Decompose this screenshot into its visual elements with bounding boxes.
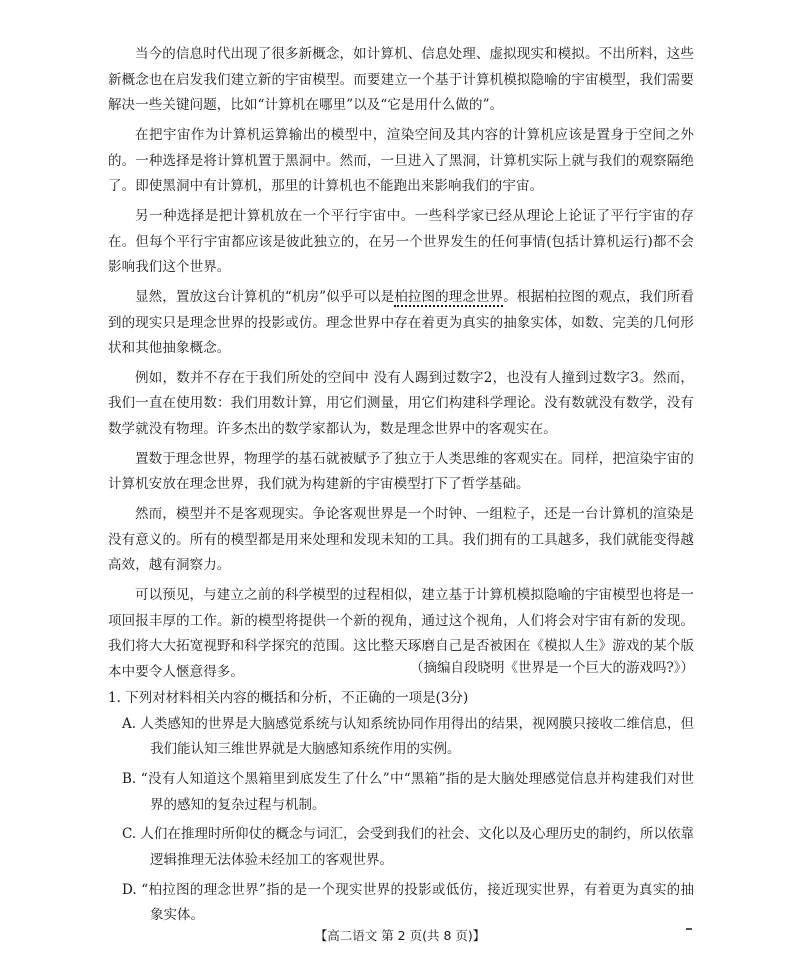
question-block — [108, 686, 694, 933]
passage-paragraph-1: 当今的信息时代出现了很多新概念，如计算机、信息处理、虚拟现实和模拟。不出所料，这些新概念也在启发我们建立新的宇宙模型。而要建立一个基于计算机模拟隐喻的宇宙模型，我们需要解决一些关键问题，比如“计算机在哪里”以及“它是用什么做的”。 — [108, 46, 694, 114]
passage-paragraph-5: 例如，数并不存在于我们所处的空间中 没有人踢到过数字2，也没有人撞到过数字3。然而，我们一直在使用数：我们用数计算，用它们测量，用它们构建科学理论。没有数就没有数学，没有数学就没有物理。许多杰出的数学家都认为，数是理念世界中的客观实在。 — [108, 369, 694, 438]
passage-source: （摘编自段晓明《世界是一个巨大的游戏吗?》） — [410, 660, 694, 676]
passage-paragraph-7: 然而，模型并不是客观现实。争论客观世界是一个时钟、一组粒子，还是一台计算机的渲染是没有意义的。所有的模型都是用来处理和发现未知的工具。我们拥有的工具越多，我们就能变得越高效，越有洞察力。 — [108, 506, 694, 574]
p4-text-before: 显然，置放这台计算机的“机房”似乎可以是 — [135, 288, 395, 305]
option-c: C. 人们在推理时所仰仗的概念与词汇，会受到我们的社会、文化以及心理历史的制约，所以依靠逻辑推理无法体验未经加工的客观世界。 — [122, 826, 694, 868]
option-b: B. “没有人知道这个黑箱里到底发生了什么”中“黑箱”指的是大脑处理感觉信息并构建我们对世界的感知的复杂过程与机制。 — [122, 770, 694, 813]
option-a: A. 人类感知的世界是大脑感觉系统与认知系统协同作用得出的结果，视网膜只接收二维信息，但我们能认知三维世界就是大脑感知系统作用的实例。 — [122, 715, 694, 758]
p4-text-after: 。根据柏拉图的观点，我们所看到的现实只是理念世界的投影或仿。理念世界中存在着更为真实的抽象实体，如数、完美的几何形状和其他抽象概念。 — [108, 288, 694, 357]
scan-mark — [686, 928, 692, 930]
passage-paragraph-2: 在把宇宙作为计算机运算输出的模型中，渲染空间及其内容的计算机应该是置身于空间之外的。一种选择是将计算机置于黑洞中。然而，一旦进入了黑洞，计算机实际上就与我们的观察隔绝了。即使黑洞中有计算机，那里的计算机也不能跑出来影响我们的宇宙。 — [108, 126, 694, 195]
passage-paragraph-8: 可以预见，与建立之前的科学模型的过程相似，建立基于计算机模拟隐喻的宇宙模型也将是一项回报丰厚的工作。新的模型将提供一个新的视角，通过这个视角，人们将会对宇宙有新的发现。我们将大大拓宽视野和科学探究的范围。这比整天琢磨自己是否被困在《模拟人生》游戏的某个版本中要令人愜意得多。 — [108, 587, 694, 680]
passage-paragraph-3: 另一种选择是把计算机放在一个平行宇宙中。一些科学家已经从理论上论证了平行宇宙的存在。但每个平行宇宙都应该是彼此独立的，在另一个世界发生的任何事情(包括计算机运行)都不会影响我们这个世界。 — [108, 207, 694, 276]
option-d: D. “柏拉图的理念世界”指的是一个现实世界的投影或低仿，接近现实世界，有着更为真实的抽象实体。 — [122, 881, 694, 924]
page-footer: 【高二语文 第 2 页(共 8 页)】 — [314, 928, 486, 943]
question-stem: 1. 下列对材料相关内容的概括和分析，不正确的一项是(3分) — [108, 690, 469, 706]
emphasized-phrase: 柏拉图的理念世界 — [394, 288, 504, 305]
passage-paragraph-6: 置数于理念世界，物理学的基石就被赋予了独立于人类思维的客观实在。同样，把渲染宇宙的计算机安放在理念世界，我们就为构建新的宇宙模型打下了哲学基础。 — [108, 450, 694, 493]
passage-paragraph-4 — [108, 285, 694, 362]
reading-passage — [108, 42, 694, 690]
